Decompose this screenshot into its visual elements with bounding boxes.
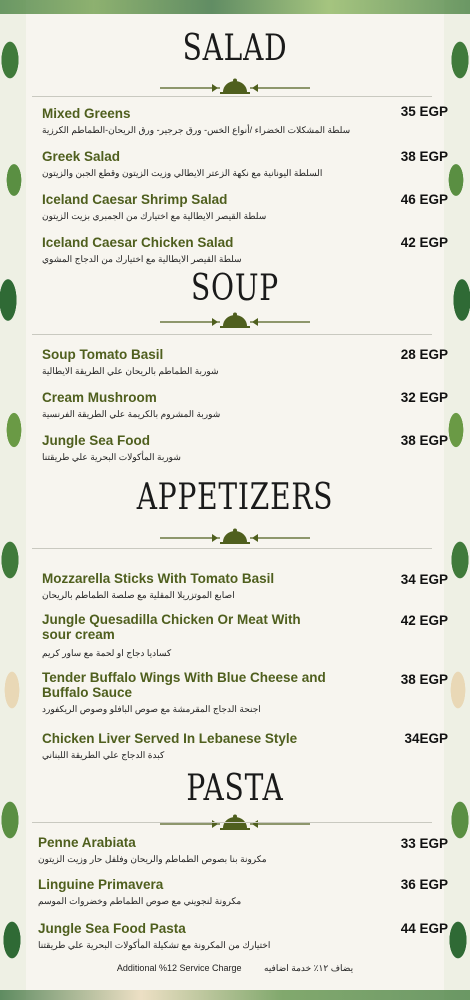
menu-item-desc: كساديا دجاج او لحمة مع ساور كريم (42, 648, 172, 658)
menu-item-desc: سلطة المشكلات الخضراء /أنواع الخس- ورق جرجير- ورق الريحان-الطماطم الكرزية (42, 125, 351, 135)
menu-item-name: Linguine Primavera (38, 877, 164, 892)
menu-item-desc: مكرونة بنا بصوص الطماطم والريحان وفلفل حار وزيت الزيتون (38, 854, 267, 864)
section-rule (32, 548, 432, 549)
top-leaf-border (0, 0, 470, 14)
menu-item-desc: كبدة الدجاج علي الطريقة اللبناني (42, 750, 165, 760)
menu-item-price: 34 EGP (400, 572, 448, 587)
menu-item-desc: مكرونة لنجويني مع صوص الطماطم وخضروات الموسم (38, 896, 242, 906)
section-rule (32, 822, 432, 823)
menu-item-name: Mixed Greens (42, 106, 131, 121)
menu-item-desc: شوربة المشروم بالكريمة علي الطريقة الفرنسية (42, 409, 221, 419)
cloche-divider-icon (0, 78, 470, 96)
menu-item-name: Penne Arabiata (38, 835, 136, 850)
menu-item-price: 38 EGP (400, 672, 448, 687)
section-rule (32, 96, 432, 97)
cloche-divider-icon (0, 528, 470, 546)
service-charge-note (0, 963, 470, 974)
menu-item-price: 46 EGP (400, 192, 448, 207)
menu-item-name: Iceland Caesar Shrimp Salad (42, 192, 228, 207)
menu-item-desc: اصابع الموتزريلا المقلية مع صلصة الطماطم بالريحان (42, 590, 235, 600)
section-title-pasta: PASTA (186, 768, 284, 809)
menu-item-price: 34EGP (404, 731, 448, 746)
menu-item-desc: اختيارك من المكرونة مع تشكيلة المأكولات البحرية علي طريقتنا (38, 940, 271, 950)
menu-item-name: Chicken Liver Served In Lebanese Style (42, 731, 298, 746)
menu-item-name: Tender Buffalo Wings With Blue Cheese and Buffalo Sauce (42, 670, 326, 700)
menu-item-price: 42 EGP (400, 613, 448, 628)
menu-item-desc: سلطة القيصر الايطالية مع اختيارك من الجمبري بزيت الزيتون (42, 211, 267, 221)
menu-item-desc: شوربة المأكولات البحرية علي طريقتنا (42, 452, 181, 462)
menu-item-price: 28 EGP (400, 347, 448, 362)
menu-item-name: Iceland Caesar Chicken Salad (42, 235, 234, 250)
bottom-leaf-border (0, 990, 470, 1000)
cloche-divider-icon (0, 312, 470, 330)
menu-item-price: 42 EGP (400, 235, 448, 250)
menu-item-price: 38 EGP (400, 433, 448, 448)
menu-item-desc: شوربة الطماطم بالريحان علي الطريقة الايطالية (42, 366, 219, 376)
left-leaf-border (0, 0, 26, 1000)
menu-item-name: Jungle Quesadilla Chicken Or Meat With sour cream (42, 612, 301, 642)
menu-item-price: 44 EGP (400, 921, 448, 936)
menu-item-price: 32 EGP (400, 390, 448, 405)
service-charge-en: Additional %12 Service Charge (116, 963, 242, 973)
menu-item-name: Soup Tomato Basil (42, 347, 164, 362)
menu-item-price: 36 EGP (400, 877, 448, 892)
menu-item-name: Greek Salad (42, 149, 121, 164)
menu-item-price: 33 EGP (400, 836, 448, 851)
section-title-soup: SOUP (191, 268, 279, 309)
menu-item-price: 35 EGP (400, 104, 448, 119)
menu-item-price: 38 EGP (400, 149, 448, 164)
menu-item-name: Jungle Sea Food Pasta (38, 921, 186, 936)
service-charge-ar: يضاف ١٢٪ خدمة اضافيه (264, 963, 354, 973)
section-rule (32, 334, 432, 335)
menu-item-name: Cream Mushroom (42, 390, 157, 405)
section-title-appetizers: APPETIZERS (136, 477, 334, 518)
menu-item-desc: سلطة القيصر الايطالية مع اختيارك من الدجاج المشوي (42, 254, 242, 264)
cloche-divider-icon (0, 814, 470, 832)
menu-item-desc: اجنحة الدجاج المقرمشة مع صوص البافلو وصوص الريكفورد (42, 704, 261, 714)
section-title-salad: SALAD (182, 28, 288, 69)
menu-item-name: Jungle Sea Food (42, 433, 151, 448)
menu-item-name: Mozzarella Sticks With Tomato Basil (42, 571, 275, 586)
menu-item-desc: السلطة اليونانية مع نكهة الزعتر الايطالي وزيت الزيتون وقطع الجبن والزيتون (42, 168, 323, 178)
